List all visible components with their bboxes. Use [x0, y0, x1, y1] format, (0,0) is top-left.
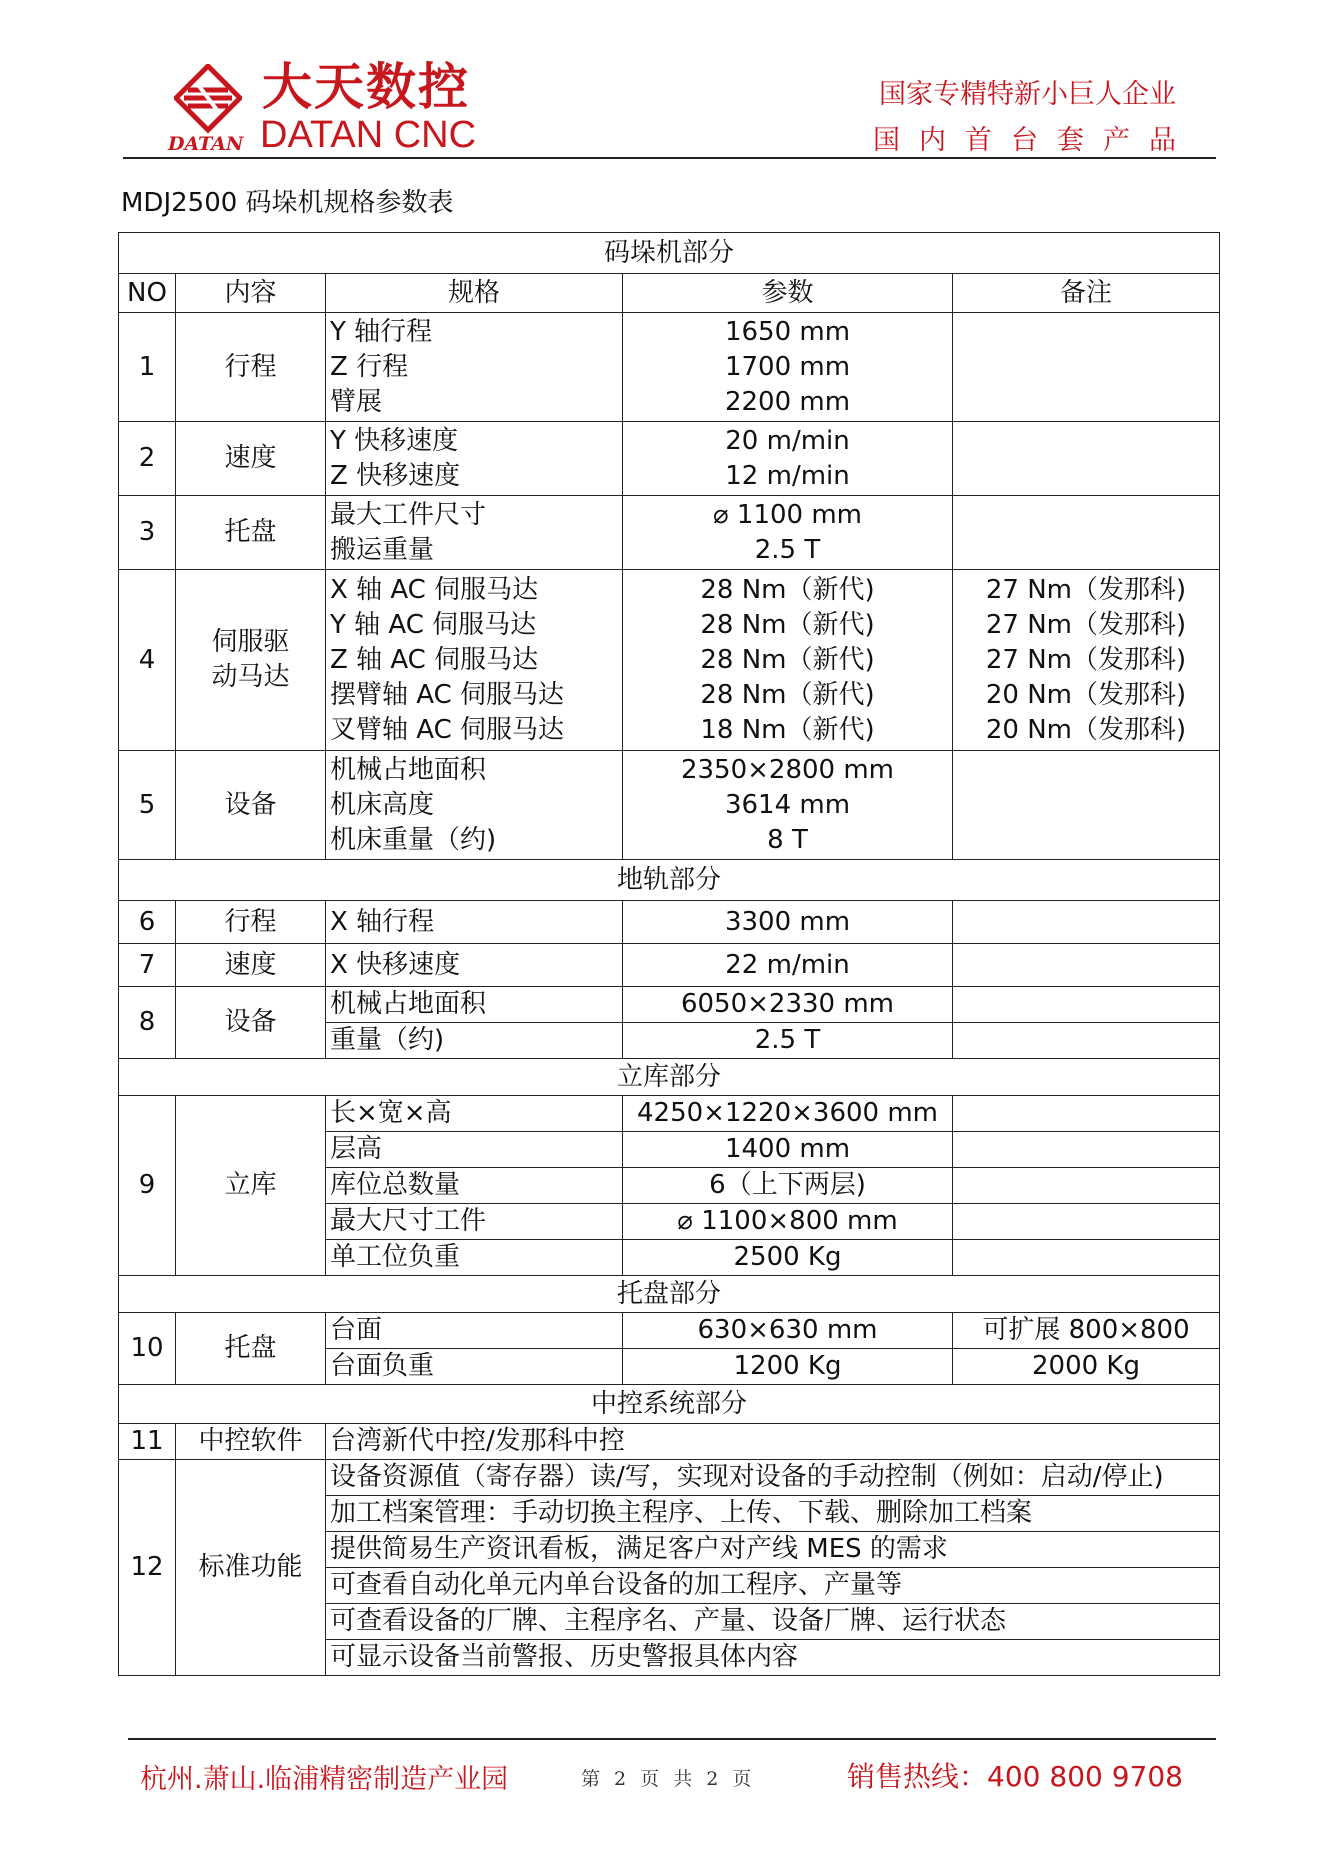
row-notes	[953, 313, 1220, 422]
function-line: 可查看自动化单元内单台设备的加工程序、产量等	[326, 1567, 1219, 1603]
row-params	[623, 751, 953, 860]
section-title: 中控系统部分	[119, 1385, 1220, 1424]
row-specs	[326, 1460, 1220, 1676]
section-title: 托盘部分	[119, 1276, 1220, 1313]
item-line: 动马达	[211, 662, 290, 692]
note-line: 27 Nm（发那科)	[985, 609, 1187, 640]
spec-line: 长×宽×高	[330, 1098, 452, 1128]
row-item: 速度	[176, 944, 326, 987]
param-line: 1400 mm	[623, 1131, 952, 1167]
section-row	[119, 1276, 1220, 1313]
note-line: 2000 Kg	[953, 1348, 1219, 1384]
row-number: 6	[119, 901, 176, 944]
table-row	[119, 987, 1220, 1059]
section-title: 码垛机部分	[119, 233, 1220, 274]
column-header: 规格	[326, 274, 623, 313]
spec-line: X 轴 AC 伺服马达	[330, 574, 539, 605]
row-number: 10	[119, 1313, 176, 1385]
row-number: 9	[119, 1096, 176, 1276]
tagline-first-set-product: 国内首台套产品	[873, 125, 1195, 156]
company-logo	[168, 58, 477, 160]
row-specs	[326, 496, 623, 570]
row-specs	[326, 1313, 623, 1385]
footer-location: 杭州.萧山.临浦精密制造产业园	[140, 1764, 509, 1795]
spec-line: 单工位负重	[326, 1239, 622, 1275]
row-item: 速度	[176, 422, 326, 496]
row-number: 12	[119, 1460, 176, 1676]
param-line: 12 m/min	[725, 460, 850, 491]
table-row	[119, 944, 1220, 987]
table-row	[119, 313, 1220, 422]
spec-line: Y 轴 AC 伺服马达	[330, 609, 537, 640]
param-line: 630×630 mm	[697, 1315, 878, 1345]
row-item: 标准功能	[176, 1460, 326, 1676]
note-line: 27 Nm（发那科)	[985, 574, 1187, 605]
row-item: 托盘	[176, 1313, 326, 1385]
spec-line: Y 轴行程	[330, 316, 433, 347]
table-row	[119, 1424, 1220, 1460]
logo-icon	[174, 64, 242, 134]
spec-line: 机床重量（约)	[330, 824, 497, 855]
column-header: 参数	[623, 274, 953, 313]
param-line: ⌀ 1100 mm	[712, 499, 862, 530]
param-line: 28 Nm（新代)	[700, 679, 875, 710]
param-line: 4250×1220×3600 mm	[637, 1098, 938, 1128]
spec-line: Z 行程	[330, 351, 409, 382]
function-line: 提供简易生产资讯看板，满足客户对产线 MES 的需求	[326, 1531, 1219, 1567]
row-item: 设备	[176, 751, 326, 860]
row-item: 行程	[176, 901, 326, 944]
document-title: MDJ2500 码垛机规格参数表	[121, 188, 454, 218]
function-line: 加工档案管理：手动切换主程序、上传、下载、删除加工档案	[326, 1495, 1219, 1531]
header-divider	[123, 157, 1216, 159]
table-row	[119, 901, 1220, 944]
row-specs: 台湾新代中控/发那科中控	[326, 1424, 1220, 1460]
table-row	[119, 570, 1220, 751]
note-line: 20 Nm（发那科)	[985, 679, 1187, 710]
param-line: 2500 Kg	[623, 1239, 952, 1275]
row-notes	[953, 1313, 1220, 1385]
row-params: 22 m/min	[623, 944, 953, 987]
table-row	[119, 1460, 1220, 1676]
spec-line: 最大尺寸工件	[326, 1203, 622, 1239]
param-line: 8 T	[767, 824, 808, 855]
row-params	[623, 422, 953, 496]
section-row	[119, 1059, 1220, 1096]
row-params	[623, 313, 953, 422]
row-number: 2	[119, 422, 176, 496]
param-line: 2200 mm	[724, 386, 851, 417]
section-title: 立库部分	[119, 1059, 1220, 1096]
page-number: 第 2 页 共 2 页	[581, 1768, 756, 1790]
footer-divider	[128, 1738, 1216, 1740]
row-notes	[953, 570, 1220, 751]
spec-line: 机械占地面积	[330, 754, 487, 785]
spec-line: 最大工件尺寸	[330, 499, 487, 530]
row-number: 1	[119, 313, 176, 422]
param-line: 2350×2800 mm	[680, 754, 895, 785]
row-specs: X 轴行程	[326, 901, 623, 944]
spec-line: Y 快移速度	[330, 425, 459, 456]
function-line: 可查看设备的厂牌、主程序名、产量、设备厂牌、运行状态	[326, 1603, 1219, 1639]
param-line: 28 Nm（新代)	[700, 609, 875, 640]
spec-line: 机床高度	[330, 789, 435, 820]
spec-line: 机械占地面积	[330, 989, 487, 1019]
note-line: 20 Nm（发那科)	[985, 714, 1187, 745]
row-item: 中控软件	[176, 1424, 326, 1460]
row-item: 设备	[176, 987, 326, 1059]
row-specs	[326, 422, 623, 496]
param-line: 2.5 T	[623, 1022, 952, 1058]
row-notes	[953, 944, 1220, 987]
row-notes	[953, 496, 1220, 570]
function-line: 可显示设备当前警报、历史警报具体内容	[326, 1639, 1219, 1675]
logo-small-text: DATAN	[168, 133, 244, 155]
spec-line: Z 轴 AC 伺服马达	[330, 644, 539, 675]
logo-chinese-name: 大天数控	[262, 58, 470, 116]
row-specs	[326, 1096, 623, 1276]
column-header: 备注	[953, 274, 1220, 313]
row-number: 7	[119, 944, 176, 987]
spec-line: 台面负重	[326, 1348, 622, 1384]
row-number: 5	[119, 751, 176, 860]
row-item: 行程	[176, 313, 326, 422]
param-line: 1650 mm	[724, 316, 851, 347]
row-item: 立库	[176, 1096, 326, 1276]
section-row	[119, 1385, 1220, 1424]
row-params	[623, 1313, 953, 1385]
row-item	[176, 570, 326, 751]
row-params	[623, 1096, 953, 1276]
spec-line: 层高	[326, 1131, 622, 1167]
tagline-specialized-enterprise: 国家专精特新小巨人企业	[879, 79, 1176, 110]
spec-line: 重量（约)	[326, 1022, 622, 1058]
row-specs: X 快移速度	[326, 944, 623, 987]
param-line: 3614 mm	[724, 789, 851, 820]
section-row	[119, 233, 1220, 274]
logo-english-name: DATAN CNC	[260, 114, 477, 156]
param-line: 20 m/min	[725, 425, 850, 456]
row-notes	[953, 987, 1220, 1059]
column-header: 内容	[176, 274, 326, 313]
row-number: 11	[119, 1424, 176, 1460]
row-specs	[326, 751, 623, 860]
row-notes	[953, 1096, 1220, 1276]
param-line: 28 Nm（新代)	[700, 574, 875, 605]
row-specs	[326, 987, 623, 1059]
row-notes	[953, 901, 1220, 944]
note-line: 27 Nm（发那科)	[985, 644, 1187, 675]
table-row	[119, 422, 1220, 496]
row-item: 托盘	[176, 496, 326, 570]
row-number: 4	[119, 570, 176, 751]
sales-hotline: 销售热线：400 800 9708	[847, 1760, 1183, 1793]
header-row	[119, 274, 1220, 313]
spec-table	[118, 232, 1220, 1676]
function-line: 设备资源值（寄存器）读/写，实现对设备的手动控制（例如：启动/停止)	[330, 1462, 1164, 1492]
param-line: 6050×2330 mm	[680, 989, 895, 1019]
spec-line: 臂展	[330, 386, 383, 417]
section-title: 地轨部分	[119, 860, 1220, 901]
table-row	[119, 1313, 1220, 1385]
param-line: 18 Nm（新代)	[700, 714, 875, 745]
row-specs	[326, 313, 623, 422]
spec-line: 台面	[330, 1315, 383, 1345]
spec-line: 摆臂轴 AC 伺服马达	[330, 679, 565, 710]
row-params	[623, 570, 953, 751]
param-line: 28 Nm（新代)	[700, 644, 875, 675]
row-number: 8	[119, 987, 176, 1059]
row-params: 3300 mm	[623, 901, 953, 944]
spec-line: 库位总数量	[326, 1167, 622, 1203]
table-row	[119, 496, 1220, 570]
row-params	[623, 496, 953, 570]
row-params	[623, 987, 953, 1059]
param-line: 6（上下两层)	[623, 1167, 952, 1203]
table-row	[119, 751, 1220, 860]
param-line: 2.5 T	[754, 534, 821, 565]
row-notes	[953, 751, 1220, 860]
note-line: 可扩展 800×800	[982, 1315, 1190, 1345]
param-line: 1700 mm	[724, 351, 851, 382]
item-line: 伺服驱	[211, 627, 290, 657]
row-number: 3	[119, 496, 176, 570]
column-header: NO	[119, 274, 176, 313]
param-line: 1200 Kg	[623, 1348, 952, 1384]
spec-line: 叉臂轴 AC 伺服马达	[330, 714, 565, 745]
table-row	[119, 1096, 1220, 1276]
param-line: ⌀ 1100×800 mm	[623, 1203, 952, 1239]
row-specs	[326, 570, 623, 751]
row-notes	[953, 422, 1220, 496]
section-row	[119, 860, 1220, 901]
spec-line: Z 快移速度	[330, 460, 461, 491]
spec-line: 搬运重量	[330, 534, 435, 565]
